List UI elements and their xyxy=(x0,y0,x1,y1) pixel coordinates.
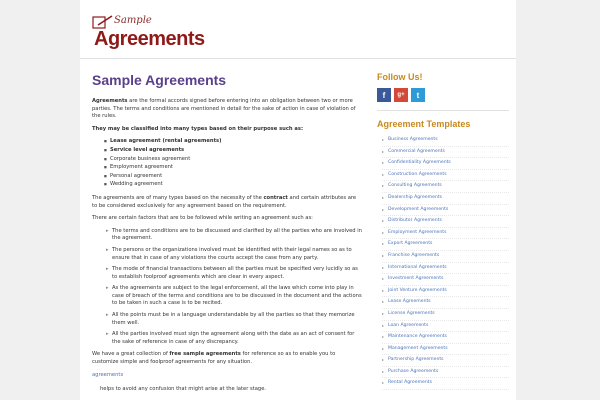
helps-paragraph: helps to avoid any confusion that might arise at the later stage. xyxy=(100,385,267,392)
template-link[interactable]: ▸ Development Agreements xyxy=(382,205,509,217)
facebook-icon[interactable]: f xyxy=(377,88,391,102)
template-link[interactable]: ▸ Commercial Agreements xyxy=(382,147,509,159)
collection-paragraph xyxy=(92,351,362,366)
sidebar xyxy=(377,72,509,390)
template-link[interactable]: ▸ Business Agreements xyxy=(382,135,509,147)
necessity-post: and certain attributes are to be considered exclusively for any agreement based on the requirement. xyxy=(92,194,357,209)
page-title: Sample Agreements xyxy=(92,72,227,88)
necessity-paragraph xyxy=(92,195,362,210)
template-link[interactable]: ▸ Export Agreements xyxy=(382,239,509,251)
agreement-type-item: ■ Wedding agreement xyxy=(104,181,362,189)
factor-item: ▸ All the points must be in a language understandable by all the parties so that they memorize them well. xyxy=(106,312,362,327)
agreement-type-item: ■ Corporate business agreement xyxy=(104,156,362,164)
template-link[interactable]: ▸ License Agreements xyxy=(382,309,509,321)
collection-pre: We have a great collection of xyxy=(92,351,170,358)
template-link[interactable]: ▸ Lease Agreements xyxy=(382,297,509,309)
template-link[interactable]: ▸ Employment Agreements xyxy=(382,228,509,240)
social-links xyxy=(377,88,509,102)
template-link[interactable]: ▸ Investment Agreements xyxy=(382,274,509,286)
template-link[interactable]: ▸ Distributor Agreements xyxy=(382,216,509,228)
contract-bold: contract xyxy=(263,194,288,201)
factor-item: ▸ As the agreements are subject to the legal enforcement, all the laws which come into play in case of breach of the terms and conditions are to be discussed in the document and the actions to be taken in such a case is to be recited. xyxy=(106,285,362,308)
intro-rest: are the formal accords signed before entering into an obligation between two or more parties. The terms and conditions are mentioned in detail for the sake of action in case of violation of the rules. xyxy=(92,98,356,120)
agreement-type-item: ■ Employment agreement xyxy=(104,164,362,172)
factor-item: ▸ The mode of financial transactions between all the parties must be specified very lucidly so as to establish foolproof agreements which are clear in every aspect. xyxy=(106,266,362,281)
agreements-link[interactable]: agreements xyxy=(92,371,124,378)
follow-heading: Follow Us! xyxy=(377,72,423,82)
site-header xyxy=(80,0,516,59)
template-link[interactable]: ▸ Partnership Agreements xyxy=(382,355,509,367)
factors-list xyxy=(106,228,362,347)
agreement-type-item: ■ Lease agreement (rental agreements) xyxy=(104,138,362,146)
template-link[interactable]: ▸ Management Agreements xyxy=(382,344,509,356)
site-logo[interactable] xyxy=(92,15,205,53)
twitter-icon[interactable]: t xyxy=(411,88,425,102)
template-link[interactable]: ▸ Franchise Agreements xyxy=(382,251,509,263)
intro-paragraph xyxy=(92,98,362,121)
google-plus-icon[interactable]: g+ xyxy=(394,88,408,102)
factor-item: ▸ The persons or the organizations involved must be identified with their legal names so as to ensure that in case of any violations the courts accept the case from any party. xyxy=(106,247,362,262)
intro-bold: Agreements xyxy=(92,98,128,104)
main-content xyxy=(92,72,362,398)
template-link[interactable]: ▸ Maintenance Agreements xyxy=(382,332,509,344)
factor-item: ▸ All the parties involved must sign the agreement along with the date as an act of consent for the sake of reference in case of any discrepancy. xyxy=(106,331,362,346)
logo-agreements-text: Agreements xyxy=(94,28,205,50)
template-link[interactable]: ▸ Dealership Agreements xyxy=(382,193,509,205)
document-pen-icon xyxy=(92,15,114,29)
necessity-pre: The agreements are of many types based on the necessity of the xyxy=(92,194,264,201)
agreement-types-list xyxy=(104,138,362,189)
template-link[interactable]: ▸ Consulting Agreements xyxy=(382,181,509,193)
template-link[interactable]: ▸ Construction Agreements xyxy=(382,170,509,182)
template-link[interactable]: ▸ International Agreements xyxy=(382,263,509,275)
template-link[interactable]: ▸ Joint Venture Agreements xyxy=(382,286,509,298)
collection-post: for reference so as to enable you to customize simple and foolproof agreements for any situation. xyxy=(92,351,336,366)
collection-bold: free sample agreements xyxy=(169,351,241,358)
agreement-type-item: ■ Service level agreements xyxy=(104,147,362,155)
templates-list xyxy=(382,135,509,390)
agreement-type-item: ■ Personal agreement xyxy=(104,173,362,181)
page xyxy=(80,0,516,400)
template-link[interactable]: ▸ Loan Agreements xyxy=(382,321,509,333)
template-link[interactable]: ▸ Rental Agreements xyxy=(382,378,509,390)
sidebar-divider xyxy=(377,110,509,111)
template-link[interactable]: ▸ Confidentiality Agreements xyxy=(382,158,509,170)
factor-item: ▸ The terms and conditions are to be discussed and clarified by all the parties who are involved in the agreement. xyxy=(106,228,362,243)
template-link[interactable]: ▸ Purchase Agreements xyxy=(382,367,509,379)
factors-intro: There are certain factors that are to be followed while writing an agreement such as: xyxy=(92,215,313,222)
templates-heading: Agreement Templates xyxy=(377,119,471,129)
logo-sample-text: Sample xyxy=(114,15,152,26)
classified-heading: They may be classified into many types based on their purpose such as: xyxy=(92,125,304,132)
